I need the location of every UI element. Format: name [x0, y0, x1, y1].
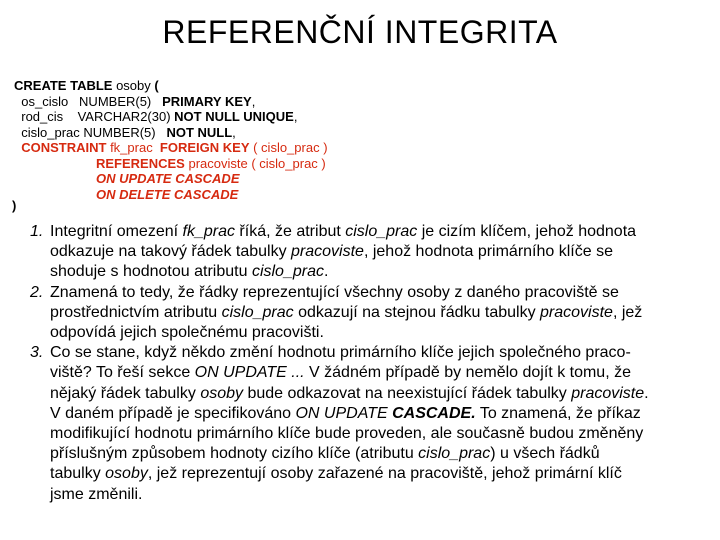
code-line-4: [14, 125, 328, 141]
text: jsme změnili.: [50, 485, 143, 503]
text-line: [50, 242, 714, 262]
keyword: REFERENCES: [96, 155, 185, 171]
item-number: 2.: [30, 283, 44, 301]
text: odkazuje na takový řádek tabulky: [50, 243, 292, 261]
table-name: osoby: [112, 78, 155, 93]
keyword: CREATE TABLE: [14, 78, 113, 93]
text-italic: cislo_prac: [345, 223, 418, 240]
keyword: FOREIGN KEY: [159, 140, 250, 155]
text: To znamená, že příkaz: [475, 404, 641, 422]
text: tabulky: [50, 465, 106, 483]
text-italic: osoby: [105, 465, 148, 483]
text-line: [50, 384, 714, 404]
list-item-1: [30, 222, 714, 283]
fk-column: ( cislo_prac ): [249, 140, 328, 155]
column-def: cislo_prac NUMBER(5): [21, 124, 167, 140]
text-line: [50, 424, 714, 444]
text-italic: osoby: [200, 384, 244, 402]
text-italic: pracoviste: [291, 243, 364, 261]
text-italic: ON UPDATE: [295, 404, 393, 422]
text-italic: ON UPDATE ...: [194, 364, 305, 382]
text-line: [50, 444, 714, 464]
text: V daném případě je specifikováno: [50, 404, 296, 422]
text-italic: pracoviste: [540, 303, 613, 321]
comma: ,: [251, 93, 256, 109]
column-def: os_cislo NUMBER(5): [21, 93, 163, 109]
keyword: PRIMARY KEY: [162, 93, 252, 109]
text: říká, že atribut: [234, 223, 346, 240]
keyword: NOT NULL: [166, 124, 233, 140]
text: Integritní omezení: [50, 223, 183, 240]
slide-title: REFERENČNÍ INTEGRITA: [162, 14, 558, 50]
text: , jež reprezentují osoby zařazené na pracoviště, jehož primární klíč: [147, 465, 622, 483]
sql-code-block: [14, 78, 328, 202]
code-line-3: [14, 109, 328, 125]
text-italic: pracoviste: [571, 384, 645, 402]
text: modifikující hodnotu primárního klíče bude proveden, ale současně budou změněny: [50, 425, 644, 443]
text-line: [50, 222, 714, 242]
code-line-5: [14, 140, 328, 156]
text: V žádném případě by nemělo dojít k tomu, že: [304, 364, 631, 382]
text: , jež: [612, 303, 643, 321]
text: ) u všech řádků: [490, 445, 600, 463]
open-paren: (: [154, 78, 159, 93]
keyword: CONSTRAINT: [21, 140, 107, 155]
code-line-7: ON UPDATE CASCADE: [96, 171, 240, 186]
text: odpovídá jejich společnému pracovišti.: [50, 324, 324, 342]
text: viště? To řeší sekce: [50, 364, 195, 382]
text-line: [50, 262, 714, 282]
column-def: rod_cis VARCHAR2(30): [21, 109, 175, 124]
text: nějaký řádek tabulky: [50, 384, 201, 402]
text: bude odkazovat na neexistující řádek tabulky: [243, 384, 572, 402]
text: příslušným způsobem hodnoty cizího klíče (atributu: [50, 445, 419, 463]
text: Co se stane, když někdo změní hodnotu primárního klíče jejich společného praco-: [50, 344, 631, 362]
text: shoduje s hodnotou atributu: [50, 263, 252, 281]
text: , jehož hodnota primárního klíče se: [363, 243, 613, 261]
code-line-8: ON DELETE CASCADE: [96, 186, 239, 202]
code-line-6: [14, 156, 328, 172]
text-line: [50, 464, 714, 484]
text-italic: cislo_prac: [418, 445, 491, 463]
constraint-name: fk_prac: [106, 140, 160, 155]
text: Znamená to tedy, že řádky reprezentující všechny osoby z daného pracoviště se: [50, 283, 619, 301]
text: je cizím klíčem, jehož hodnota: [417, 223, 637, 240]
list-item-2: [30, 283, 714, 344]
text-line: [50, 404, 714, 424]
keyword: NOT NULL UNIQUE: [174, 109, 294, 124]
ref-target: pracoviste ( cislo_prac ): [184, 155, 326, 171]
comma: ,: [232, 124, 236, 140]
explanation-list: [30, 222, 714, 505]
close-paren: ): [12, 198, 17, 213]
text: .: [644, 384, 649, 402]
text: prostřednictvím atributu: [50, 303, 222, 321]
list-item-3: [30, 343, 714, 505]
text-line: [50, 343, 714, 363]
text: odkazují na stejnou řádku tabulky: [293, 303, 541, 321]
code-line-1: [14, 78, 328, 94]
item-number: 1.: [30, 223, 44, 240]
item-number: 3.: [30, 344, 44, 362]
text-line: [50, 283, 714, 303]
text-line: [50, 303, 714, 323]
text-italic: cislo_prac: [221, 303, 294, 321]
text-line: [50, 485, 714, 505]
text: .: [323, 263, 329, 281]
comma: ,: [293, 109, 298, 124]
text-line: [50, 323, 714, 343]
text-italic: fk_prac: [182, 223, 235, 240]
code-line-2: [14, 94, 328, 110]
text-bold-italic: CASCADE.: [392, 404, 476, 422]
text-line: [50, 363, 714, 383]
text-italic: cislo_prac: [251, 263, 324, 281]
